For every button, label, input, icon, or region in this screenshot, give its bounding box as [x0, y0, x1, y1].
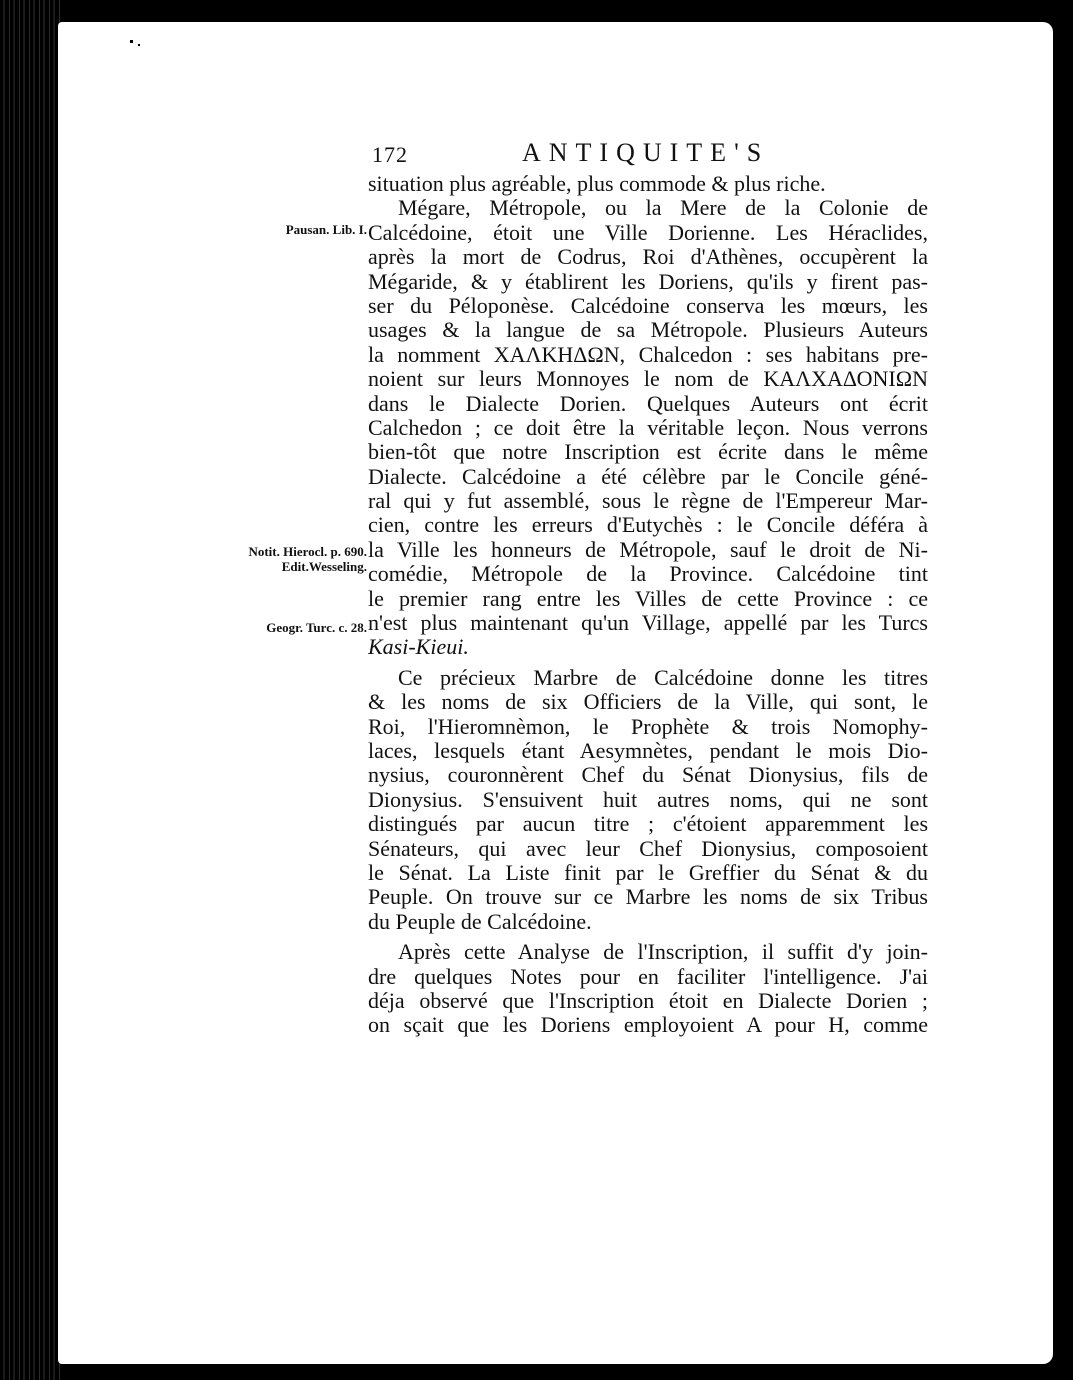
text-line: Peuple. On trouve sur ce Marbre les noms de six Tribus — [368, 885, 928, 910]
text-line: déja observé que l'Inscription étoit en Dialecte Dorien ; — [368, 988, 928, 1013]
text-line: Kasi-Kieui. — [368, 635, 469, 660]
text-line: Dialecte. Calcédoine a été célèbre par le Concile géné- — [368, 464, 928, 489]
text-line: usages & la langue de sa Métropole. Plusieurs Auteurs — [368, 318, 928, 343]
text-line: situation plus agréable, plus commode & plus riche. — [368, 172, 826, 196]
text-line: Mégaride, & y établirent les Doriens, qu'ils y firent pas- — [368, 269, 928, 294]
margin-note: Geogr. Turc. c. 28. — [266, 620, 367, 635]
text-line: la nomment ΧΑΛΚΗΔΩΝ, Chalcedon : ses habitans pre- — [368, 342, 928, 367]
text-line: Dionysius. S'ensuivent huit autres noms, qui ne sont — [368, 787, 928, 812]
text-line: ser du Péloponèse. Calcédoine conserva les mœurs, les — [368, 293, 928, 318]
text-line: on sçait que les Doriens employoient A pour H, comme — [368, 1013, 928, 1038]
text-line: Calchedon ; ce doit être la véritable leçon. Nous verrons — [368, 415, 928, 440]
body-text — [368, 172, 928, 1038]
text-line: ral qui y fut assemblé, sous le règne de l'Empereur Mar- — [368, 489, 928, 514]
text-line: distingués par aucun titre ; c'étoient apparemment les — [368, 812, 928, 837]
paragraph — [368, 940, 928, 1038]
text-line: après la mort de Codrus, Roi d'Athènes, occupèrent la — [368, 245, 928, 270]
paragraph — [368, 666, 928, 934]
text-line: Mégare, Métropole, ou la Mere de la Colonie de — [398, 196, 928, 221]
text-line: & les noms de six Officiers de la Ville, qui sont, le — [368, 690, 928, 715]
margin-note: Pausan. Lib. I. — [285, 222, 367, 237]
text-line: laces, lesquels étant Aesymnètes, pendant le mois Dio- — [368, 738, 928, 763]
text-line: bien-tôt que notre Inscription est écrite dans le même — [368, 440, 928, 465]
text-line: noient sur leurs Monnoyes le nom de ΚΑΛΧΑΔΟΝΙΩΝ — [368, 367, 928, 392]
text-line: Roi, l'Hieromnèmon, le Prophète & trois Nomophy- — [368, 714, 928, 739]
text-line: le Sénat. La Liste finit par le Greffier du Sénat & du — [368, 860, 928, 885]
margin-note: Notit. Hierocl. p. 690. Edit.Wesseling. — [248, 544, 367, 574]
text-line: cien, contre les erreurs d'Eutychès : le Concile déféra à — [368, 513, 928, 538]
text-line: Après cette Analyse de l'Inscription, il suffit d'y join- — [398, 940, 928, 965]
text-line: le premier rang entre les Villes de cette Province : ce — [368, 586, 928, 611]
page-number: 172 — [372, 142, 408, 167]
scanned-page-edge-left — [0, 0, 60, 1380]
text-line: la Ville les honneurs de Métropole, sauf le droit de Ni- — [368, 537, 928, 562]
ink-speck — [130, 40, 133, 43]
text-line: n'est plus maintenant qu'un Village, appellé par les Turcs — [368, 611, 928, 636]
text-line: du Peuple de Calcédoine. — [368, 909, 592, 934]
scanned-page-edge-right — [1053, 0, 1073, 1380]
text-line: comédie, Métropole de la Province. Calcédoine tint — [368, 562, 928, 587]
text-line: Sénateurs, qui avec leur Chef Dionysius, composoient — [368, 836, 928, 861]
text-line: nysius, couronnèrent Chef du Sénat Dionysius, fils de — [368, 763, 928, 788]
running-title: ANTIQUITE'S — [522, 138, 770, 167]
paragraph — [368, 196, 928, 659]
text-line: Calcédoine, étoit une Ville Dorienne. Les Héraclides, — [368, 220, 928, 245]
text-line: dre quelques Notes pour en faciliter l'intelligence. J'ai — [368, 964, 928, 989]
running-head — [368, 138, 928, 170]
ink-speck — [138, 44, 140, 46]
text-line: Ce précieux Marbre de Calcédoine donne les titres — [398, 665, 928, 690]
paragraph — [368, 172, 928, 196]
text-line: dans le Dialecte Dorien. Quelques Auteurs ont écrit — [368, 391, 928, 416]
